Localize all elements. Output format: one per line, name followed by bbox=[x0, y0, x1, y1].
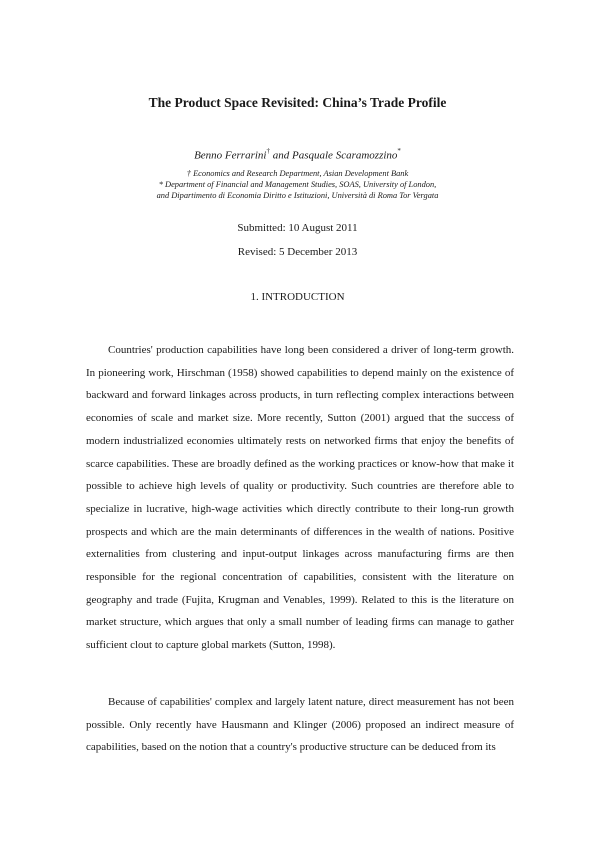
affiliation-line: and Dipartimento di Economia Diritto e Istituzioni, Università di Roma Tor Vergata bbox=[156, 191, 439, 200]
body-paragraph bbox=[86, 339, 514, 657]
author-name: Pasquale Scaramozzino bbox=[292, 149, 398, 162]
affiliation-line: * Department of Financial and Management Studies, SOAS, University of London, bbox=[158, 180, 437, 189]
author-line bbox=[0, 148, 595, 162]
affiliation-mark: † bbox=[266, 147, 270, 155]
paper-title: The Product Space Revisited: China’s Trade Profile bbox=[148, 95, 447, 110]
author-name: Benno Ferrarini bbox=[194, 149, 267, 162]
body-paragraph bbox=[86, 691, 514, 759]
paragraph-text: Because of capabilities' complex and largely latent nature, direct measurement has not been possible. Only recently have Hausmann and Klinger (2006) proposed an indirect measure of capabilities, based on the notion that a country's productive structure can be deduced from its bbox=[86, 696, 514, 754]
submitted-date: Submitted: 10 August 2011 bbox=[237, 222, 358, 234]
paragraph-text: Countries' production capabilities have long been considered a driver of long-term growth. In pioneering work, Hirschman (1958) showed capabilities to depend mainly on the existence of backward and forward linkages across products, in turn reflecting complex interactions between economies of scale and market size. More recently, Sutton (2001) argued that the success of modern industrialized economies ultimately rests on networked firms that enjoy the benefits of scarce capabilities. These are broadly defined as the working practices or know-how that make it possible to achieve high levels of quality or productivity. Such countries are therefore able to specialize in lucrative, high-wage activities which directly contribute to their long-run growth prospects and which are the main determinants of differences in the wealth of nations. Positive externalities from clustering and input-output linkages across manufacturing firms are then responsible for the regional concentration of capabilities, consistent with the literature on geography and trade (Fujita, Krugman and Venables, 1999). Related to this is the literature on market structure, which argues that only a small number of leading firms can manage to gather sufficient clout to capture global markets (Sutton, 1998). bbox=[86, 344, 514, 652]
affiliation-mark: * bbox=[397, 147, 401, 155]
revised-date: Revised: 5 December 2013 bbox=[237, 246, 358, 258]
author-conjunction: and bbox=[270, 149, 292, 162]
section-heading: 1. INTRODUCTION bbox=[250, 291, 345, 303]
affiliation-line: † Economics and Research Department, Asian Development Bank bbox=[186, 169, 409, 178]
